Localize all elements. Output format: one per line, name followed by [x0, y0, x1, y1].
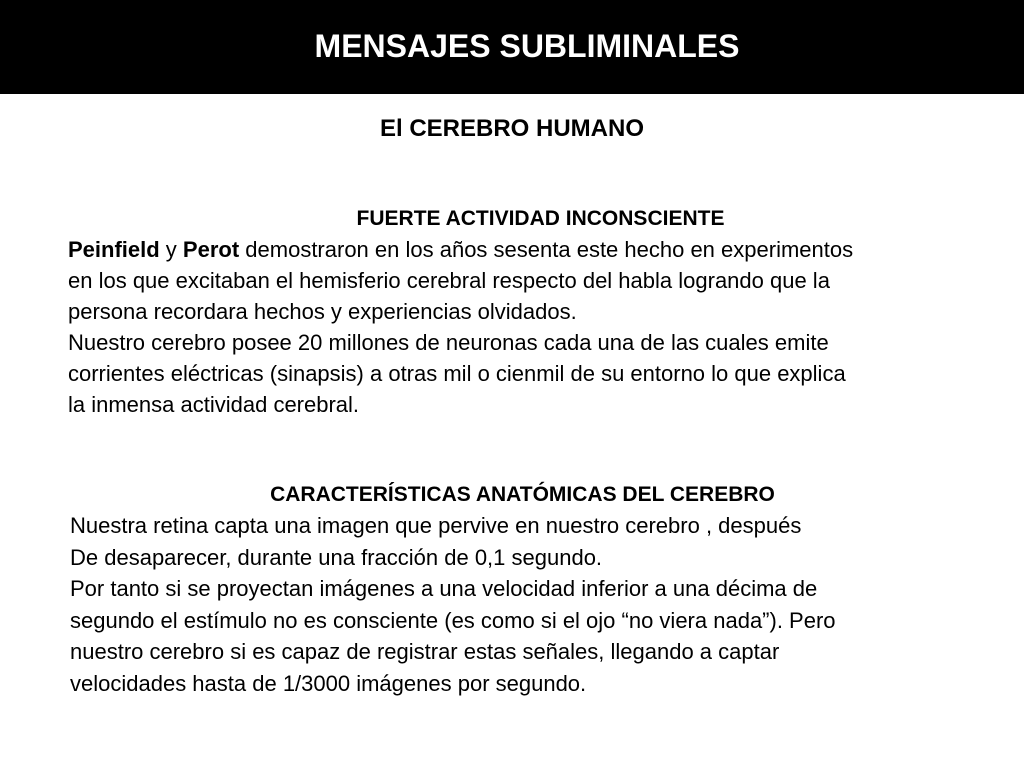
- slide-title: MENSAJES SUBLIMINALES: [314, 28, 740, 64]
- paragraph-line: la inmensa actividad cerebral.: [68, 392, 360, 417]
- section-caracteristicas-anatomicas: [70, 480, 990, 699]
- researcher-name: Peinfield: [68, 237, 160, 262]
- paragraph-line: Nuestro cerebro posee 20 millones de neuronas cada una de las cuales emite: [68, 330, 829, 355]
- section-heading: CARACTERÍSTICAS ANATÓMICAS DEL CEREBRO: [270, 483, 775, 506]
- slide-subtitle: El CEREBRO HUMANO: [379, 115, 644, 142]
- conjunction-text: y: [159, 237, 183, 262]
- paragraph-line: Nuestra retina capta una imagen que pervive en nuestro cerebro , después: [70, 513, 802, 538]
- paragraph-line: persona recordara hechos y experiencias olvidados.: [68, 299, 577, 324]
- section-actividad-inconsciente: [68, 204, 988, 420]
- paragraph-line: velocidades hasta de 1/3000 imágenes por segundo.: [70, 670, 587, 696]
- paragraph-line: segundo el estímulo no es consciente (es como si el ojo “no viera nada”). Pero: [70, 607, 836, 633]
- section-heading: FUERTE ACTIVIDAD INCONSCIENTE: [356, 207, 725, 230]
- researcher-name: Perot: [182, 237, 240, 262]
- paragraph-line: corrientes eléctricas (sinapsis) a otras mil o cienmil de su entorno lo que explica: [68, 361, 846, 386]
- paragraph-text: demostraron en los años sesenta este hecho en experimentos: [239, 237, 854, 262]
- paragraph-line: nuestro cerebro si es capaz de registrar estas señales, llegando a captar: [70, 639, 780, 664]
- paragraph-line: Por tanto si se proyectan imágenes a una velocidad inferior a una décima de: [70, 576, 818, 601]
- paragraph-line: en los que excitaban el hemisferio cerebral respecto del habla logrando que la: [68, 268, 830, 293]
- paragraph-line: De desaparecer, durante una fracción de 0,1 segundo.: [70, 544, 603, 570]
- paragraph-line: [68, 234, 988, 265]
